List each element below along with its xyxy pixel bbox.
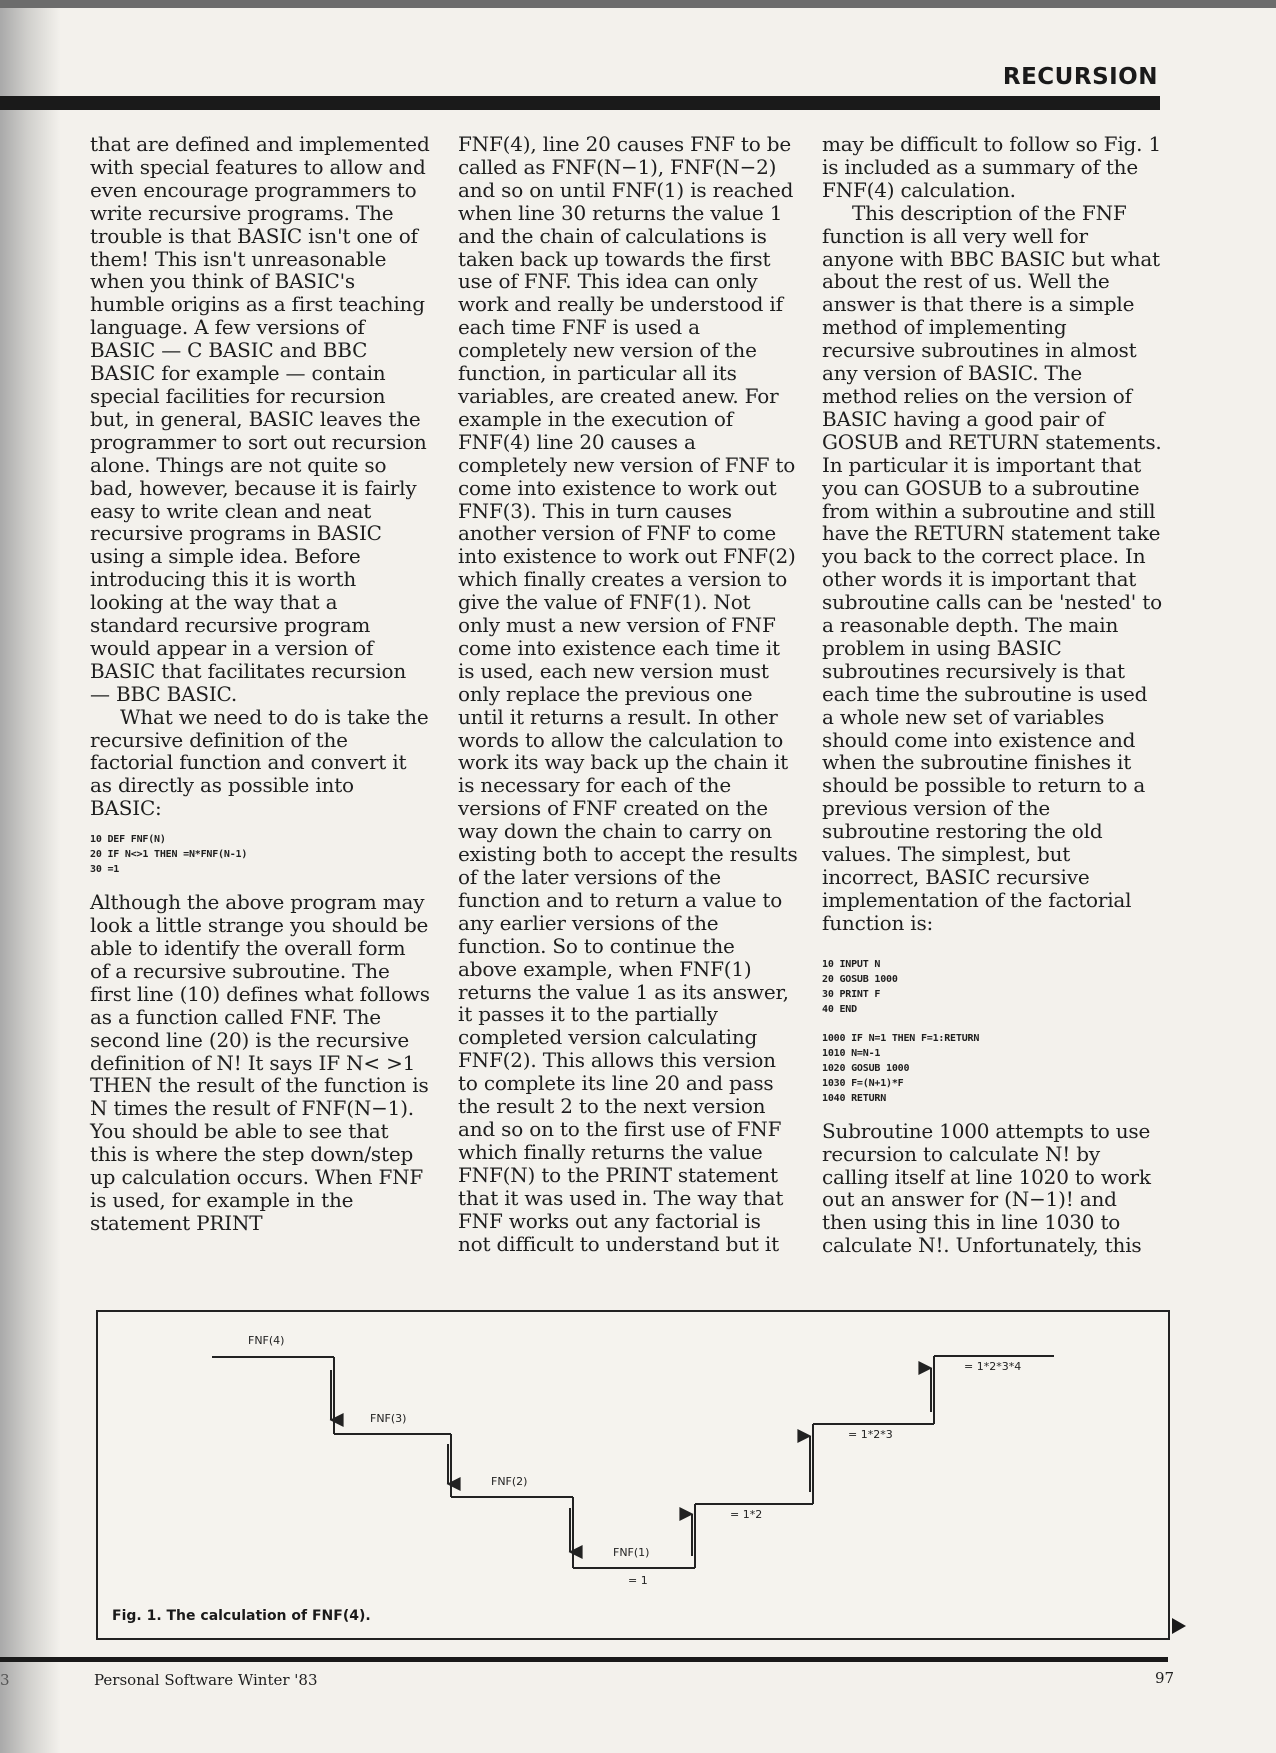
figure-1 [96, 1310, 1170, 1640]
text-column-1 [90, 133, 430, 1235]
code-listing-fnf: 10 DEF FNF(N) 20 IF N<>1 THEN =N*FNF(N-1) 30 =1 [90, 834, 248, 876]
page-number: 97 [1155, 1669, 1175, 1687]
col3-paragraph-1: may be difficult to follow so Fig. 1 is included as a summary of the FNF(4) calculation. [822, 132, 1161, 202]
label-fnf2: FNF(2) [491, 1475, 528, 1488]
continue-arrow-icon [1172, 1618, 1186, 1634]
col2-paragraph-1: FNF(4), line 20 causes FNF to be called as FNF(N−1), FNF(N−2) and so on until FNF(1) is reached when line 30 returns the value 1 and the chain of calculations is taken back up towards the first use of FNF. This idea can only work and really be understood if each time FNF is used a completely new version of the function, in particular all its variables, are created anew. For example in the execution of FNF(4) line 20 causes a completely new version of FNF to come into existence to work out FNF(3). This in turn causes another version of FNF to come into existence to work out FNF(2) which finally creates a version to give the value of FNF(1). Not only must a new version of FNF come into existence each time it is used, each new version must only replace the previous one until it returns a result. In other words to allow the calculation to work its way back up the chain it is necessary for each of the versions of FNF created on the way down the chain to carry on existing both to accept the results of the later versions of the function and to return a value to any earlier versions of the function. So to continue the above example, when FNF(1) returns the value 1 as its answer, it passes it to the partially completed version calculating FNF(2). This allows this version to complete its line 20 and pass the result 2 to the next version and so on to the first use of FNF which finally returns the value FNF(N) to the PRINT statement that it was used in. The way that FNF works out any factorial is not difficult to understand but it [458, 132, 798, 1256]
recursion-diagram [98, 1312, 1168, 1638]
col1-paragraph-1: that are defined and implemented with special features to allow and even encourage programmers to write recursive programs. The trouble is that BASIC isn't one of them! This isn't unreasonable when you think of BASIC's humble origins as a first teaching language. A few versions of BASIC — C BASIC and BBC BASIC for example — contain special facilities for recursion but, in general, BASIC leaves the programmer to sort out recursion alone. Things are not quite so bad, however, because it is fairly easy to write clean and neat recursive programs in BASIC using a simple idea. Before introducing this it is worth looking at the way that a standard recursive program would appear in a version of BASIC that facilitates recursion — BBC BASIC. [90, 132, 430, 706]
code-listing-main: 10 INPUT N 20 GOSUB 1000 30 PRINT F 40 END [822, 958, 898, 1015]
label-fnf4: FNF(4) [248, 1334, 285, 1347]
header-rule [0, 96, 1160, 110]
label-result-3: = 1*2*3 [848, 1428, 893, 1441]
label-fnf3: FNF(3) [370, 1412, 407, 1425]
label-result-4: = 1*2*3*4 [964, 1360, 1022, 1373]
previous-page-number: 3 [0, 1671, 10, 1689]
label-fnf1: FNF(1) [613, 1546, 650, 1559]
code-listing-subroutine: 1000 IF N=1 THEN F=1:RETURN 1010 N=N-1 1020 GOSUB 1000 1030 F=(N+1)*F 1040 RETURN [822, 1032, 980, 1104]
publication-name: Personal Software Winter '83 [94, 1671, 318, 1689]
page-gutter-shadow [0, 0, 60, 1753]
col1-paragraph-2: What we need to do is take the recursive definition of the factorial function and convert it as directly as possible into BASIC: [90, 704, 429, 821]
page-top-edge [0, 0, 1276, 8]
label-result-1: = 1 [628, 1574, 648, 1587]
col3-paragraph-2: This description of the FNF function is all very well for anyone with BBC BASIC but what about the rest of us. Well the answer is that there is a simple method of implementing recursive subroutines in almost any version of BASIC. The method relies on the version of BASIC having a good pair of GOSUB and RETURN statements. In particular it is important that you can GOSUB to a subroutine from within a subroutine and still have the RETURN statement take you back to the correct place. In other words it is important that subroutine calls can be 'nested' to a reasonable depth. The main problem in using BASIC subroutines recursively is that each time the subroutine is used a whole new set of variables should come into existence and when the subroutine finishes it should be possible to return to a previous version of the subroutine restoring the old values. The simplest, but incorrect, BASIC recursive implementation of the factorial function is: [822, 200, 1162, 935]
col3-paragraph-3: Subroutine 1000 attempts to use recursion to calculate N! by calling itself at line 1020 to work out an answer for (N−1)! and then using this in line 1030 to calculate N!. Unfortunately, this [822, 1118, 1151, 1258]
col1-paragraph-3: Although the above program may look a little strange you should be able to identify the overall form of a recursive subroutine. The first line (10) defines what follows as a function called FNF. The second line (20) is the recursive definition of N! It says IF N< >1 THEN the result of the function is N times the result of FNF(N−1). You should be able to see that this is where the step down/step up calculation occurs. When FNF is used, for example in the statement PRINT [90, 890, 430, 1235]
figure-caption: Fig. 1. The calculation of FNF(4). [112, 1608, 371, 1624]
text-column-3 [822, 133, 1162, 1257]
section-title: RECURSION [1002, 64, 1158, 90]
footer-rule [0, 1657, 1168, 1662]
text-column-2 [458, 133, 798, 1255]
label-result-2: = 1*2 [730, 1508, 763, 1521]
